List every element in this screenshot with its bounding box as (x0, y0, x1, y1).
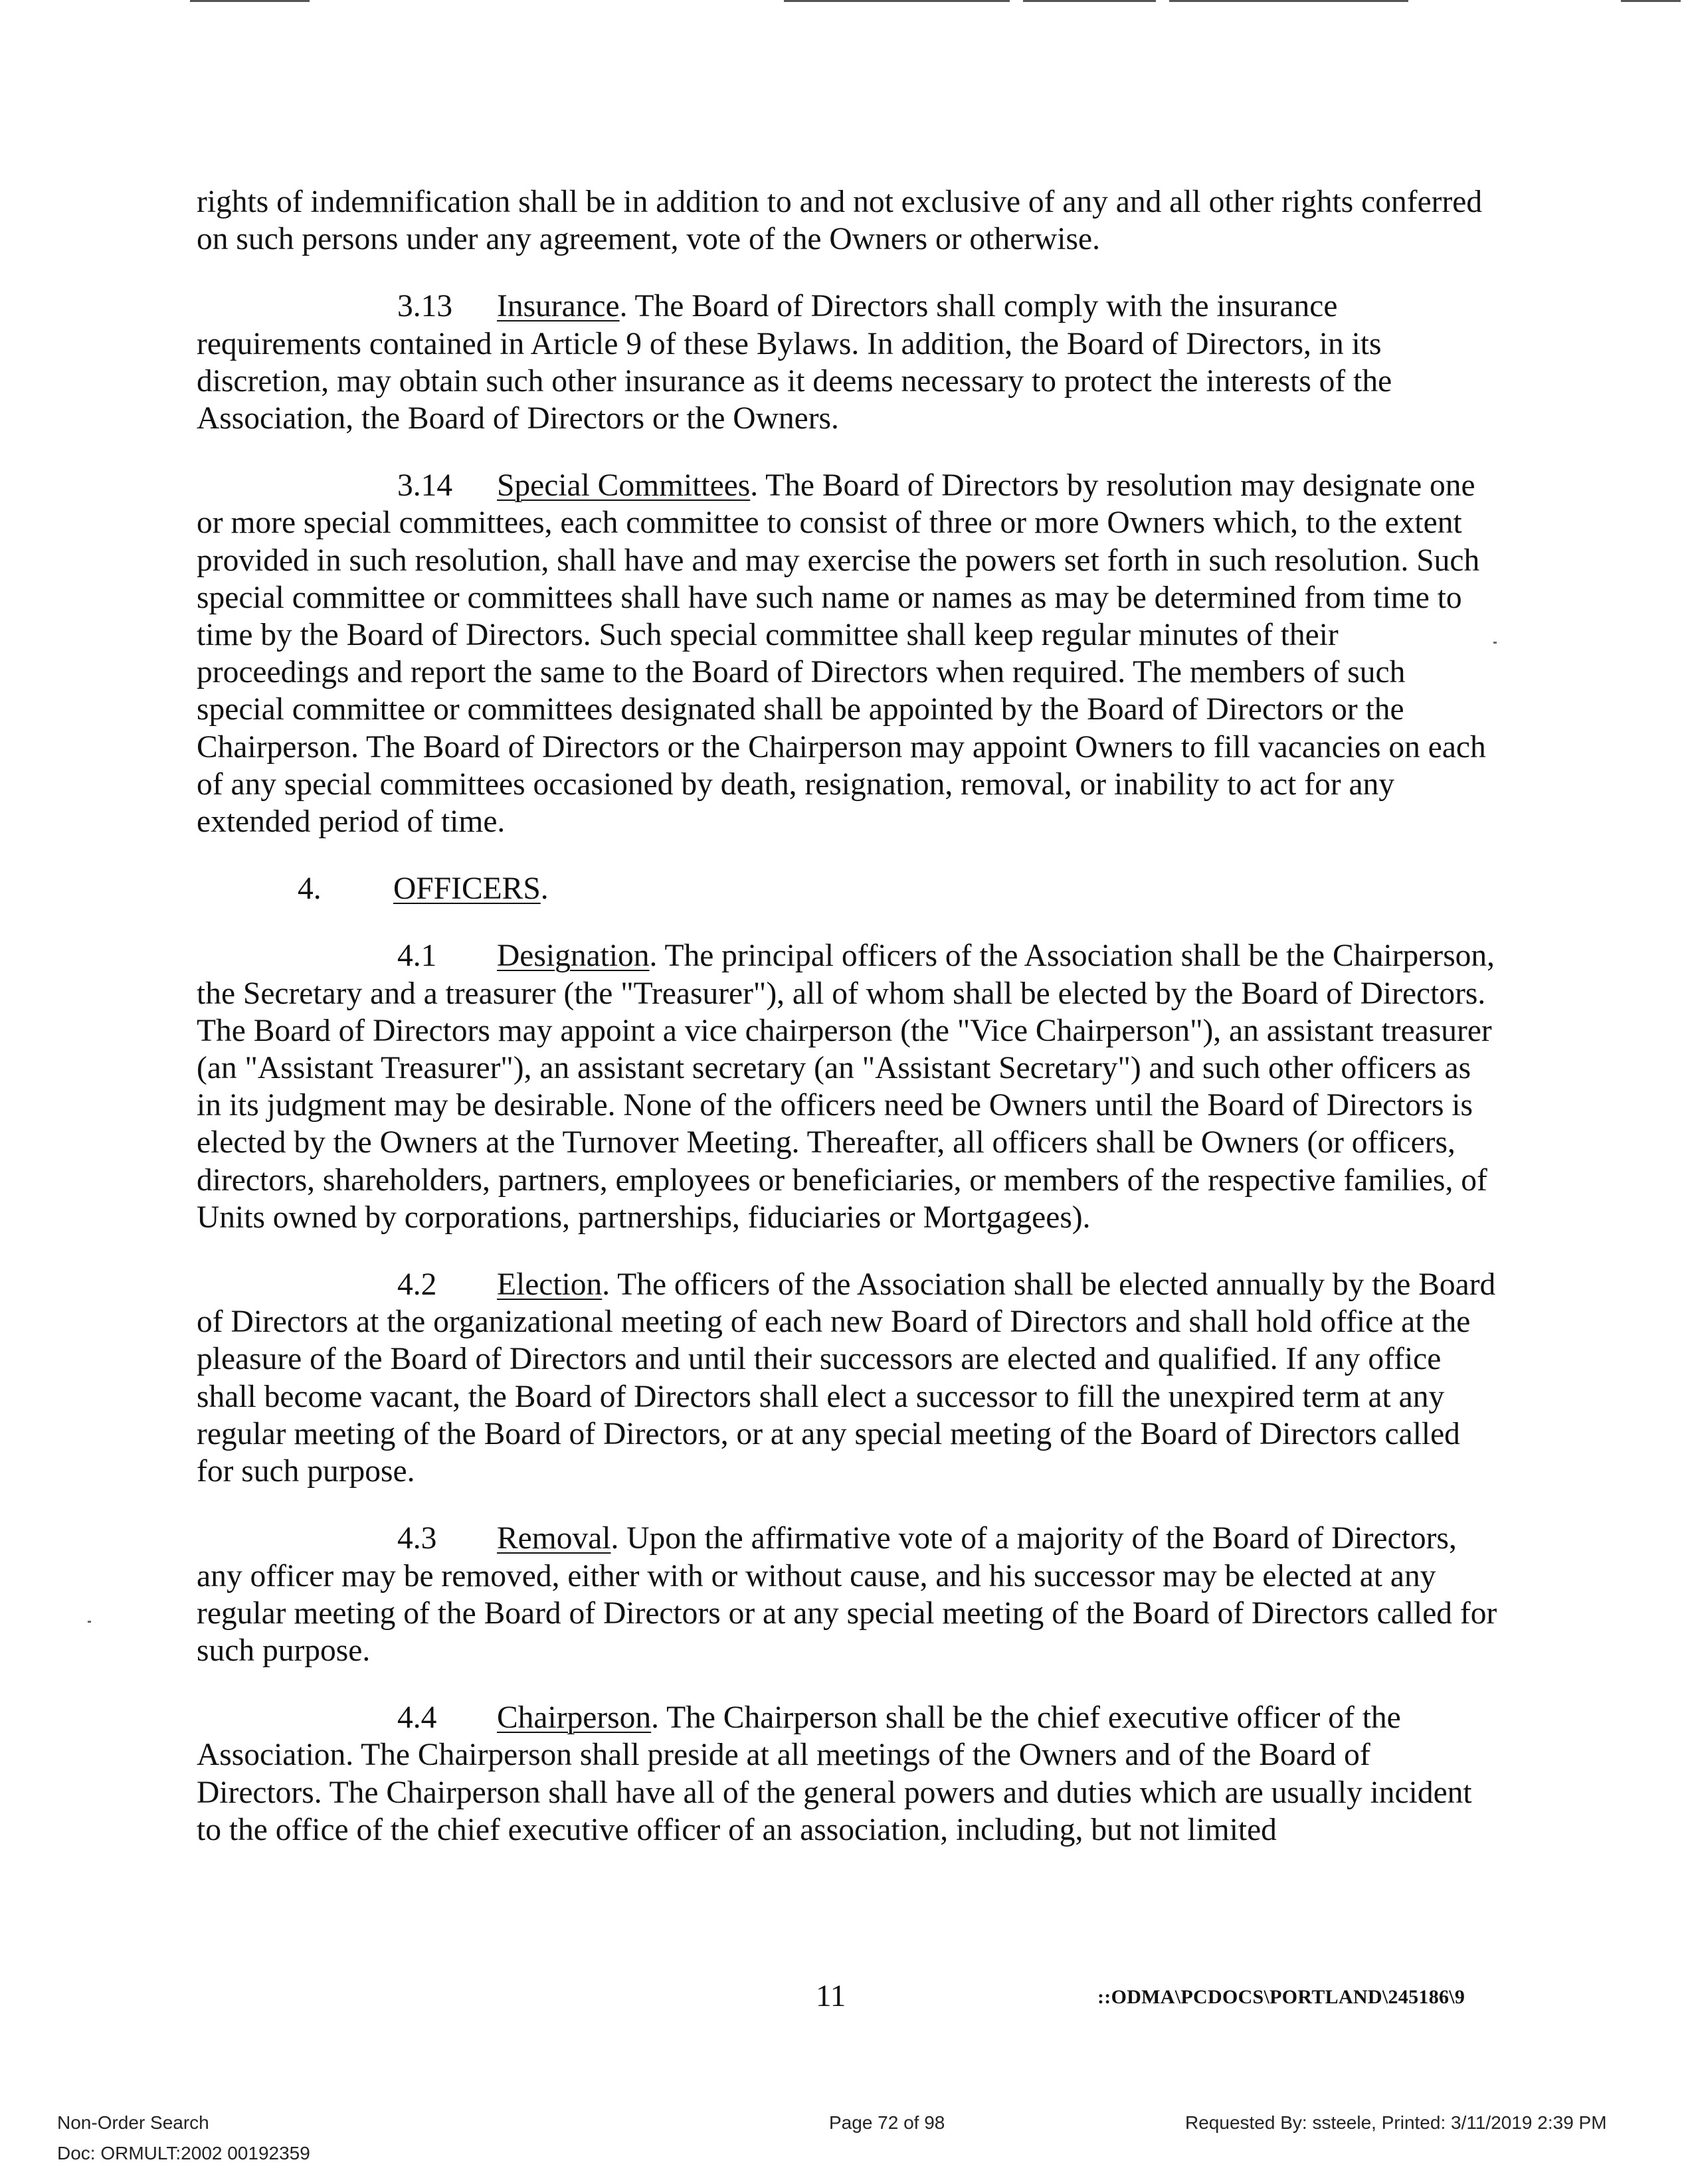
section-title: Special Committees (497, 468, 751, 503)
footer-search-type: Non-Order Search (57, 2112, 209, 2133)
section-3-14 (197, 467, 1499, 840)
section-title: Insurance (497, 289, 620, 324)
footer-page-count: Page 72 of 98 (829, 2112, 945, 2133)
article-number: 4. (298, 871, 322, 907)
section-text: . The Board of Directors shall comply with the insurance requirements contained in Article 9 of these Bylaws. In addition, the Board of Directors, in its discretion, may obtain such other insurance as it deems necessary to protect the interests of the Association, the Board of Directors or the Owners. (197, 289, 1392, 436)
section-4-2 (197, 1266, 1499, 1490)
section-number: 4.1 (397, 939, 437, 974)
section-3-13 (197, 288, 1499, 437)
scan-artifact-line (1023, 0, 1156, 2)
section-number: 4.2 (397, 1267, 437, 1303)
section-number: 3.13 (397, 289, 453, 324)
section-title: Chairperson (497, 1700, 652, 1736)
document-path: ::ODMA\PCDOCS\PORTLAND\245186\9 (1097, 1986, 1465, 2008)
footer-requested-by: Requested By: ssteele, Printed: 3/11/2019 2:39 PM (1185, 2112, 1607, 2133)
section-title: Designation (497, 939, 650, 974)
document-body (197, 183, 1499, 1878)
footer-doc-id: Doc: ORMULT:2002 00192359 (57, 2143, 310, 2163)
article-heading-officers (197, 870, 1499, 907)
scan-artifact-line (1169, 0, 1408, 2)
section-number: 4.3 (397, 1521, 437, 1556)
section-4-1 (197, 937, 1499, 1236)
section-number: 3.14 (397, 468, 453, 503)
scan-artifact-line (1621, 0, 1681, 2)
section-text: . The Chairperson shall be the chief executive officer of the Association. The Chairperson shall preside at all meetings of the Owners and of the Board of Directors. The Chairperson shall have all of the general powers and duties which are usually incident to the office of the chief executive officer of an association, including, but not limited (197, 1700, 1472, 1847)
article-title-suffix: . (540, 871, 549, 907)
article-title: OFFICERS (393, 871, 541, 907)
paragraph-continuation: rights of indemnification shall be in addition to and not exclusive of any and all other rights conferred on such persons under any agreement, vote of the Owners or otherwise. (197, 185, 1483, 257)
scan-artifact-line (190, 0, 310, 2)
section-4-4 (197, 1699, 1499, 1849)
section-text: . The principal officers of the Association shall be the Chairperson, the Secretary and a treasurer (the "Treasurer"), all of whom shall be elected by the Board of Directors. The Board of Directors may appoint a vice chairperson (the "Vice Chairperson"), an assistant treasurer (an "Assistant Treasurer"), an assistant secretary (an "Assistant Secretary") and such other officers as in its judgment may be desirable. None of the officers need be Owners until the Board of Directors is elected by the Owners at the Turnover Meeting. Thereafter, all officers shall be Owners (or officers, directors, shareholders, partners, employees or beneficiaries, or members of the respective families, of Units owned by corporations, partnerships, fiduciaries or Mortgagees). (197, 939, 1495, 1235)
page-number: 11 (816, 1979, 846, 2013)
scan-artifact-line (784, 0, 1010, 2)
section-4-3 (197, 1520, 1499, 1669)
section-text: . The Board of Directors by resolution may designate one or more special committees, each committee to consist of three or more Owners which, to the extent provided in such resolution, shall have and may exercise the powers set forth in such resolution. Such special committee or committees shall have such name or names as may be determined from time to time by the Board of Directors. Such special committee shall keep regular minutes of their proceedings and report the same to the Board of Directors when required. The members of such special committee or committees designated shall be appointed by the Board of Directors or the Chairperson. The Board of Directors or the Chairperson may appoint Owners to fill vacancies on each of any special committees occasioned by death, resignation, removal, or inability to act for any extended period of time. (197, 468, 1486, 840)
section-title: Election (497, 1267, 603, 1303)
scan-speck (88, 1621, 91, 1623)
section-text: . Upon the affirmative vote of a majority of the Board of Directors, any officer may be removed, either with or without cause, and his successor may be elected at any regular meeting of the Board of Directors or at any special meeting of the Board of Directors called for such purpose. (197, 1521, 1497, 1668)
section-text: . The officers of the Association shall be elected annually by the Board of Directors at the organizational meeting of each new Board of Directors and shall hold office at the pleasure of the Board of Directors and until their successors are elected and qualified. If any office shall become vacant, the Board of Directors shall elect a successor to fill the unexpired term at any regular meeting of the Board of Directors, or at any special meeting of the Board of Directors called for such purpose. (197, 1267, 1496, 1489)
section-title: Removal (497, 1521, 611, 1556)
section-number: 4.4 (397, 1700, 437, 1736)
